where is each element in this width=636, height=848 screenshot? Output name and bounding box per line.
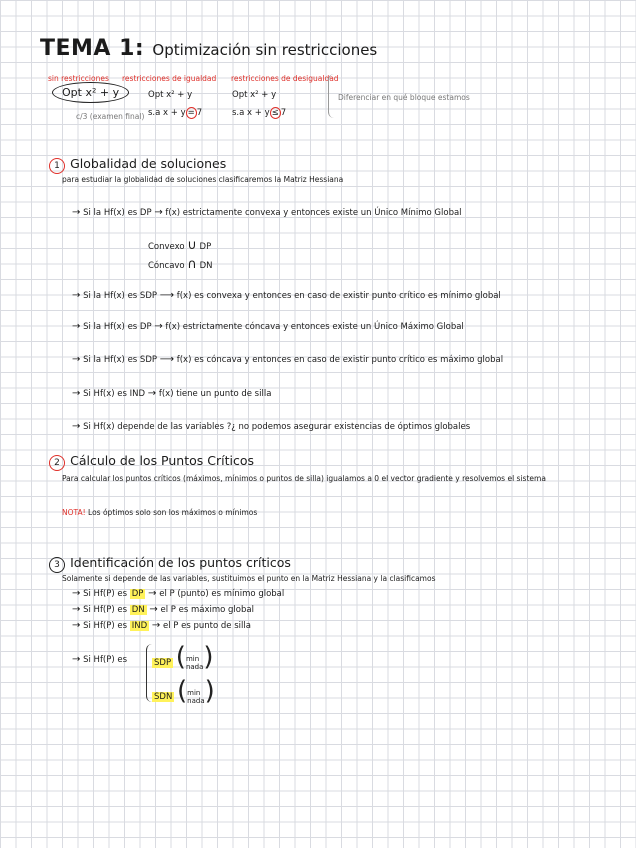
page-title: TEMA 1: Optimización sin restricciones [40,36,378,61]
col3-formula: Opt x² + y [232,90,277,100]
section2-line: Para calcular los puntos críticos (máximos, mínimos o puntos de silla) igualamos a 0 el vector gradiente y resolvemos el sistema [62,474,546,483]
col1-formula: Opt x² + y [52,86,129,99]
s3-row-1: → Si Hf(P) es DP → el P (punto) es mínimo global [72,588,285,599]
section3-heading: 3 Identificación de los puntos críticos [49,552,291,573]
s1-item-6: → Si Hf(x) depende de las variables ?¿ no podemos asegurar existencias de óptimos globales [72,421,471,432]
side-note: Diferenciar en qué bloque estamos [338,93,470,102]
concavo-row: Cóncavo ∩ DN [148,257,213,272]
title-subtitle: Optimización sin restricciones [152,41,378,59]
col2-formula: Opt x² + y [148,90,193,100]
section3-number: 3 [49,557,65,573]
s1-item-4: → Si la Hf(x) es SDP ⟶ f(x) es cóncava y entonces en caso de existir punto crítico es máximo global [72,354,504,365]
header-brace [328,74,335,118]
s1-item-3: → Si la Hf(x) es DP → f(x) estrictamente cóncava y entonces existe un Único Máximo Global [72,321,464,332]
section1-heading: 1 Globalidad de soluciones [49,153,226,174]
convexo-row: Convexo ∪ DP [148,238,212,253]
section1-intro: para estudiar la globalidad de soluciones clasificaremos la Matriz Hessiana [62,175,344,184]
s3-row-3: → Si Hf(P) es IND → el P es punto de silla [72,620,251,631]
s1-item-1: → Si la Hf(x) es DP → f(x) estrictamente convexa y entonces existe un Único Mínimo Global [72,207,462,218]
sdn-option: SDN (min nada) [154,676,215,706]
s1-item-2: → Si la Hf(x) es SDP ⟶ f(x) es convexa y entonces en caso de existir punto crítico es mínimo global [72,290,501,301]
exam-note: c/3 (examen final) [76,112,145,121]
col2-label: restricciones de igualdad [122,74,217,83]
section3-intro: Solamente si depende de las variables, sustituimos el punto en la Matriz Hessiana y la clasificamos [62,574,436,583]
col1-label: sin restricciones [48,74,109,83]
col3-label: restricciones de desigualdad [231,74,339,83]
section2-number: 2 [49,455,65,471]
title-main: TEMA 1 [40,36,135,61]
col3-constraint: s.a x + y ≤ 7 [232,108,287,118]
section1-number: 1 [49,158,65,174]
section2-note: NOTA! Los óptimos solo son los máximos o mínimos [62,508,258,517]
section2-heading: 2 Cálculo de los Puntos Críticos [49,450,254,471]
sdp-option: SDP (min nada) [154,642,214,672]
s1-item-5: → Si Hf(x) es IND → f(x) tiene un punto de silla [72,388,272,399]
s3-last-lead: → Si Hf(P) es [72,654,128,665]
s3-row-2: → Si Hf(P) es DN → el P es máximo global [72,604,254,615]
col2-constraint: s.a x + y = 7 [148,108,203,118]
